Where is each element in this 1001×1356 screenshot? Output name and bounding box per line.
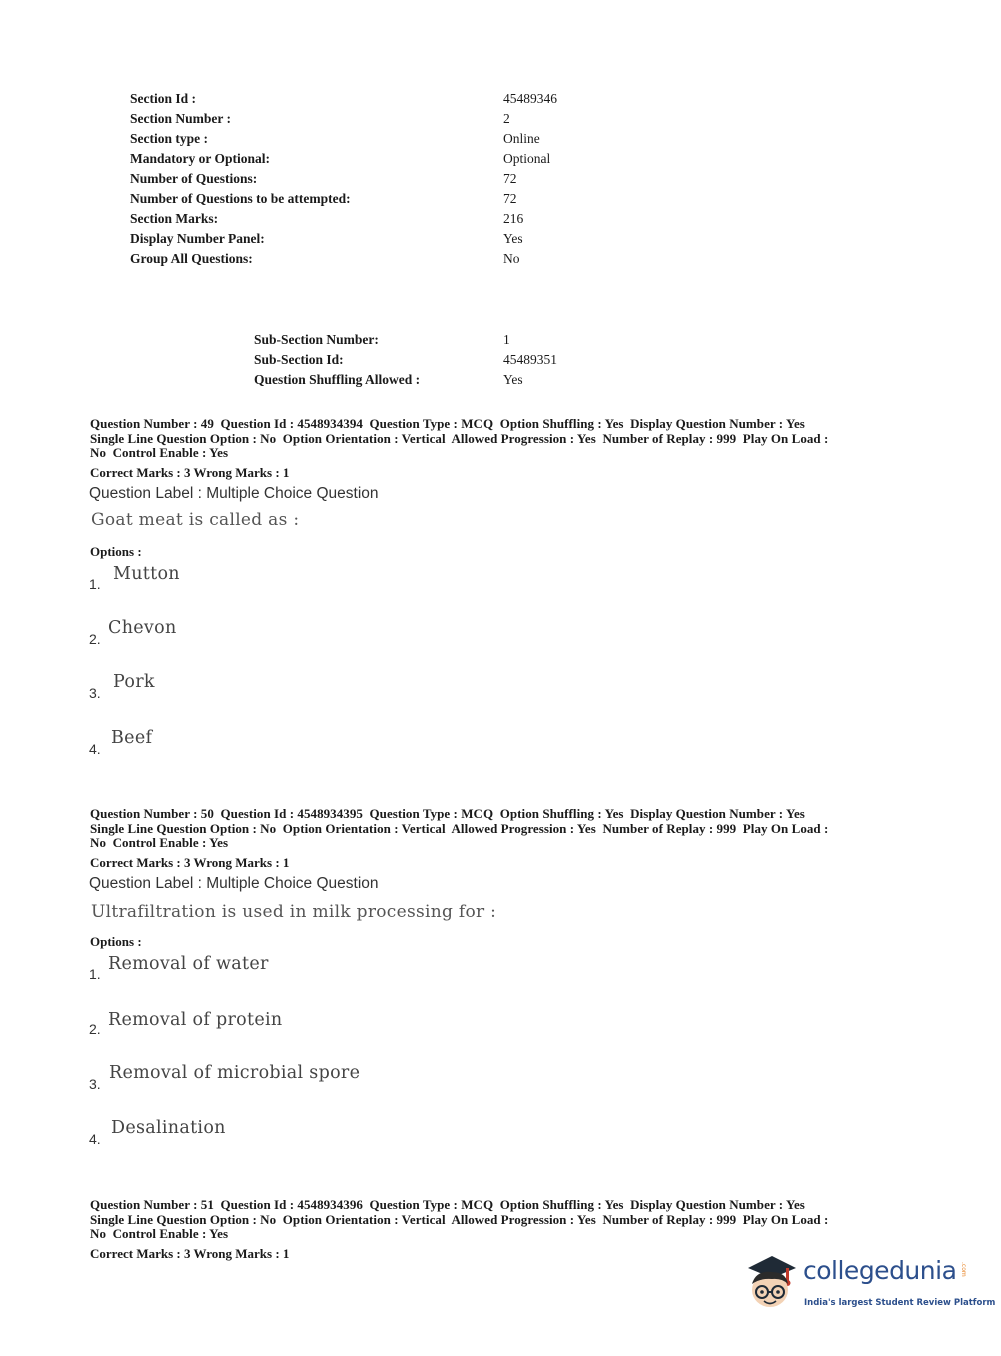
section-id-label: Section Id : <box>130 91 197 106</box>
option-text: Desalination <box>111 1118 226 1138</box>
section-marks-row <box>130 211 524 227</box>
meta-line: No Control Enable : Yes <box>90 445 229 461</box>
meta-line: Single Line Question Option : No Option Orientation : Vertical Allowed Progression : Yes Number of Replay : 999 Play On Load : <box>90 820 829 836</box>
mascot-icon <box>742 1250 802 1316</box>
meta-line: Single Line Question Option : No Option Orientation : Vertical Allowed Progression : Yes Number of Replay : 999 Play On Load : <box>90 1211 829 1227</box>
option-text: Chevon <box>108 618 177 638</box>
question-meta <box>90 807 930 851</box>
num-questions-label: Number of Questions: <box>130 171 258 186</box>
section-number-row <box>130 111 510 127</box>
mandatory-row <box>130 151 551 167</box>
section-type-label: Section type : <box>130 131 208 146</box>
num-attempt-value: 72 <box>503 191 517 206</box>
subsection-id-value: 45489351 <box>503 352 557 367</box>
group-all-value: No <box>503 251 520 266</box>
question-marks: Correct Marks : 3 Wrong Marks : 1 <box>90 855 290 870</box>
section-type-value: Online <box>503 131 540 146</box>
option-number: 2. <box>89 1021 101 1037</box>
question-meta <box>90 1198 930 1242</box>
option-text: Mutton <box>113 564 180 584</box>
question-text: Goat meat is called as : <box>91 510 300 530</box>
num-attempt-label: Number of Questions to be attempted: <box>130 191 351 206</box>
option-text: Removal of protein <box>108 1010 283 1030</box>
subsection-id-row <box>254 352 557 368</box>
section-type-row <box>130 131 540 147</box>
mandatory-label: Mandatory or Optional: <box>130 151 271 166</box>
meta-line: Question Number : 51 Question Id : 4548934396 Question Type : MCQ Option Shuffling : Yes Display Question Number : Yes <box>90 1197 805 1212</box>
question-meta <box>90 417 930 461</box>
meta-line: Single Line Question Option : No Option Orientation : Vertical Allowed Progression : Yes Number of Replay : 999 Play On Load : <box>90 430 829 446</box>
question-marks: Correct Marks : 3 Wrong Marks : 1 <box>90 1246 290 1261</box>
mandatory-value: Optional <box>503 151 551 166</box>
meta-line: No Control Enable : Yes <box>90 835 229 851</box>
display-panel-value: Yes <box>503 231 523 246</box>
collegedunia-logo <box>742 1250 996 1316</box>
num-questions-row <box>130 171 517 187</box>
subsection-number-row <box>254 332 510 348</box>
question-marks: Correct Marks : 3 Wrong Marks : 1 <box>90 465 290 480</box>
subsection-number-label: Sub-Section Number: <box>254 332 379 347</box>
brand-com: .com <box>960 1262 967 1277</box>
brand-name: collegedunia <box>803 1256 957 1285</box>
option-number: 4. <box>89 1131 101 1147</box>
num-attempt-row <box>130 191 517 207</box>
meta-line: Question Number : 50 Question Id : 4548934395 Question Type : MCQ Option Shuffling : Yes Display Question Number : Yes <box>90 806 805 821</box>
shuffling-row <box>254 372 523 388</box>
shuffling-value: Yes <box>503 372 523 387</box>
meta-line: Question Number : 49 Question Id : 4548934394 Question Type : MCQ Option Shuffling : Yes Display Question Number : Yes <box>90 416 805 431</box>
subsection-number-value: 1 <box>503 332 510 347</box>
options-title: Options : <box>90 934 142 949</box>
group-all-label: Group All Questions: <box>130 251 253 266</box>
section-number-label: Section Number : <box>130 111 231 126</box>
option-number: 3. <box>89 1076 101 1092</box>
section-id-row <box>130 91 557 107</box>
section-id-value: 45489346 <box>503 91 557 106</box>
display-panel-row <box>130 231 523 247</box>
option-text: Pork <box>113 672 155 692</box>
shuffling-label: Question Shuffling Allowed : <box>254 372 421 387</box>
display-panel-label: Display Number Panel: <box>130 231 265 246</box>
question-text: Ultrafiltration is used in milk processing for : <box>91 902 497 922</box>
question-label: Question Label : Multiple Choice Question <box>89 875 379 892</box>
option-number: 3. <box>89 685 101 701</box>
option-number: 1. <box>89 966 101 982</box>
option-text: Removal of microbial spore <box>109 1063 361 1083</box>
option-number: 1. <box>89 576 101 592</box>
section-marks-label: Section Marks: <box>130 211 219 226</box>
question-label: Question Label : Multiple Choice Question <box>89 485 379 502</box>
option-text: Removal of water <box>108 954 269 974</box>
num-questions-value: 72 <box>503 171 517 186</box>
meta-line: No Control Enable : Yes <box>90 1226 229 1242</box>
brand-tagline: India's largest Student Review Platform <box>804 1298 996 1308</box>
subsection-id-label: Sub-Section Id: <box>254 352 344 367</box>
group-all-row <box>130 251 520 267</box>
options-title: Options : <box>90 544 142 559</box>
option-number: 2. <box>89 631 101 647</box>
section-number-value: 2 <box>503 111 510 126</box>
section-marks-value: 216 <box>503 211 524 226</box>
option-text: Beef <box>111 728 153 748</box>
option-number: 4. <box>89 741 101 757</box>
